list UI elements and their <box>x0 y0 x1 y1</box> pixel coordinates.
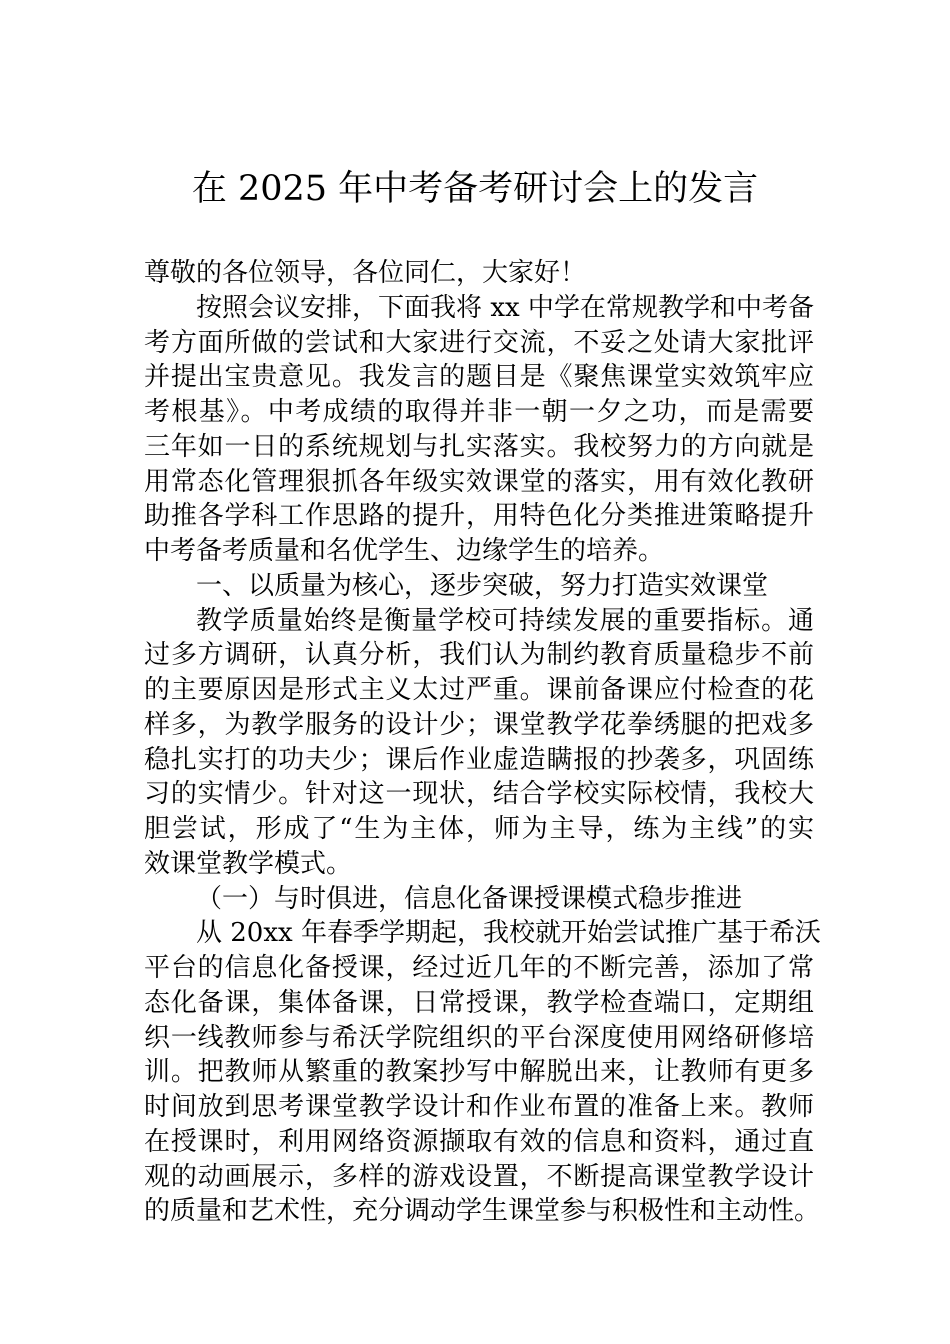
paragraph-line: 助推各学科工作思路的提升，用特色化分类推进策略提升 <box>144 501 814 532</box>
paragraph-line: 三年如一日的系统规划与扎实落实。我校努力的方向就是 <box>144 431 814 462</box>
paragraph-line: 训。把教师从繁重的教案抄写中解脱出来，让教师有更多 <box>144 1057 814 1088</box>
paragraph-line: 按照会议安排，下面我将 xx 中学在常规教学和中考备 <box>196 292 814 323</box>
paragraph-line: 样多，为教学服务的设计少；课堂教学花拳绣腿的把戏多 <box>144 709 814 740</box>
paragraph-line: 时间放到思考课堂教学设计和作业布置的准备上来。教师 <box>144 1092 814 1122</box>
paragraph-line: 效课堂教学模式。 <box>144 848 353 879</box>
paragraph-line: 中考备考质量和名优学生、边缘学生的培养。 <box>144 536 665 566</box>
paragraph-line: 稳扎实打的功夫少；课后作业虚造瞒报的抄袭多，巩固练 <box>144 744 814 775</box>
paragraph-line: 考方面所做的尝试和大家进行交流，不妥之处请大家批评 <box>144 327 814 358</box>
paragraph-line: 从 20xx 年春季学期起，我校就开始尝试推广基于希沃 <box>196 918 821 949</box>
paragraph-line: 的质量和艺术性，充分调动学生课堂参与积极性和主动性。 <box>144 1196 821 1227</box>
subsection-heading: （一）与时俱进，信息化备课授课模式稳步推进 <box>196 883 743 914</box>
paragraph-line: 习的实情少。针对这一现状，结合学校实际校情，我校大 <box>144 779 814 810</box>
paragraph-line: 教学质量始终是衡量学校可持续发展的重要指标。通 <box>196 605 814 636</box>
document-body <box>144 256 821 1229</box>
paragraph-line: 在授课时，利用网络资源撷取有效的信息和资料，通过直 <box>144 1126 814 1157</box>
paragraph-line: 织一线教师参与希沃学院组织的平台深度使用网络研修培 <box>144 1022 814 1053</box>
paragraph-line: 胆尝试，形成了“生为主体，师为主导，练为主线”的实 <box>144 814 814 844</box>
paragraph-line: 过多方调研，认真分析，我们认为制约教育质量稳步不前 <box>144 640 814 671</box>
paragraph-line: 平台的信息化备授课，经过近几年的不断完善，添加了常 <box>144 953 814 983</box>
section-heading: 一、以质量为核心，逐步突破，努力打造实效课堂 <box>196 570 769 601</box>
paragraph-line: 用常态化管理狠抓各年级实效课堂的落实，用有效化教研 <box>144 466 814 497</box>
paragraph-line: 并提出宝贵意见。我发言的题目是《聚焦课堂实效筑牢应 <box>144 362 814 393</box>
paragraph-line: 态化备课，集体备课，日常授课，教学检查端口，定期组 <box>144 987 814 1018</box>
paragraph-line: 的主要原因是形式主义太过严重。课前备课应付检查的花 <box>144 675 814 705</box>
paragraph-line: 考根基》。中考成绩的取得并非一朝一夕之功，而是需要 <box>144 397 814 427</box>
salutation-line: 尊敬的各位领导，各位同仁，大家好！ <box>144 258 587 288</box>
paragraph-line: 观的动画展示，多样的游戏设置，不断提高课堂教学设计 <box>144 1161 814 1192</box>
document-title: 在 2025 年中考备考研讨会上的发言 <box>191 169 759 209</box>
